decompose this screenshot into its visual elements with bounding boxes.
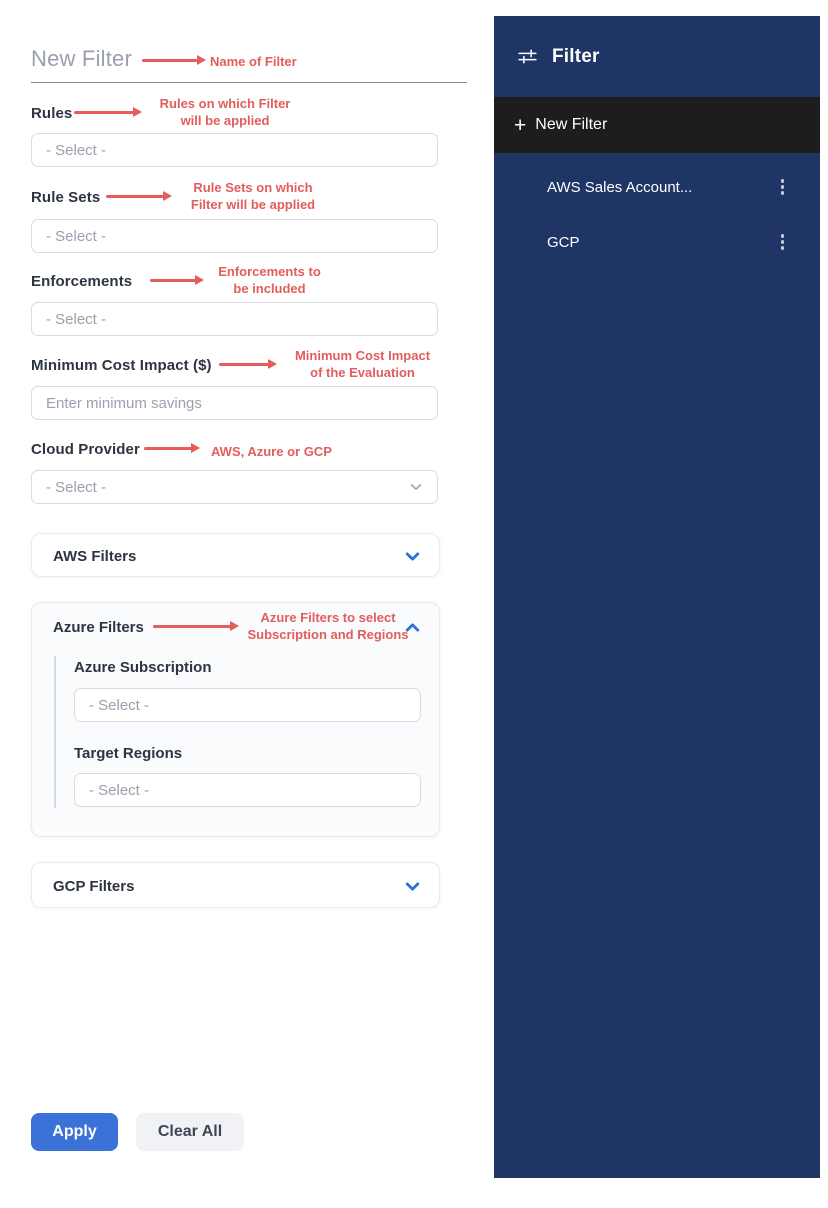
chevron-down-icon [409,480,423,494]
clear-all-button[interactable]: Clear All [136,1113,244,1151]
sidebar-item-aws-sales-account[interactable]: AWS Sales Account... [494,167,820,207]
annotation-enforcements: Enforcements to be included [218,264,321,296]
page-title: New Filter [31,46,133,71]
rules-select[interactable]: - Select - [31,133,438,167]
gcp-filters-header[interactable] [32,863,439,909]
chevron-down-icon [404,878,421,895]
kebab-menu-icon[interactable] [777,175,789,199]
arrow-right-icon [150,279,196,282]
aws-filters-label: AWS Filters [53,547,137,565]
arrow-right-icon [144,447,192,450]
azure-subscription-label: Azure Subscription [74,659,212,676]
gcp-filters-label: GCP Filters [53,877,135,895]
aws-filters-section [31,533,440,577]
sidebar-title: Filter [552,45,600,67]
apply-button[interactable]: Apply [31,1113,118,1151]
rules-label: Rules [31,105,73,122]
target-regions-select[interactable]: - Select - [74,773,421,807]
sidebar-item-gcp[interactable]: GCP [494,222,820,262]
rule-sets-label: Rule Sets [31,189,101,206]
cloud-provider-select[interactable]: - Select - [31,470,438,504]
min-cost-impact-label: Minimum Cost Impact ($) [31,357,212,374]
azure-indent-line [54,656,56,808]
filter-sidebar [494,16,820,1178]
min-savings-input[interactable] [31,386,438,420]
aws-filters-header[interactable] [32,534,439,578]
arrow-right-icon [106,195,164,198]
annotation-azure-filters: Azure Filters to select Subscription and Regions [247,610,409,642]
target-regions-label: Target Regions [74,745,183,762]
annotation-cloud-provider: AWS, Azure or GCP [211,444,332,459]
annotation-rule-sets: Rule Sets on which Filter will be applied [190,180,316,212]
plus-icon: + [514,113,527,137]
cloud-provider-label: Cloud Provider [31,441,140,458]
chevron-down-icon [404,548,421,565]
rule-sets-select[interactable]: - Select - [31,219,438,253]
annotation-min-cost-impact: Minimum Cost Impact of the Evaluation [294,348,431,380]
arrow-right-icon [142,59,198,62]
kebab-menu-icon[interactable] [777,230,789,254]
title-divider [31,82,467,83]
arrow-right-icon [219,363,269,366]
arrow-right-icon [153,625,231,628]
sidebar-header [494,16,820,97]
arrow-right-icon [74,111,134,114]
azure-subscription-select[interactable]: - Select - [74,688,421,722]
gcp-filters-section [31,862,440,908]
azure-filters-label: Azure Filters [53,618,144,636]
annotation-rules: Rules on which Filter will be applied [159,96,291,128]
enforcements-select[interactable]: - Select - [31,302,438,336]
enforcements-label: Enforcements [31,273,133,290]
sliders-icon [516,45,539,68]
annotation-name-of-filter: Name of Filter [210,54,297,69]
azure-filters-section [31,602,440,837]
new-filter-button[interactable]: + New Filter [494,97,820,153]
